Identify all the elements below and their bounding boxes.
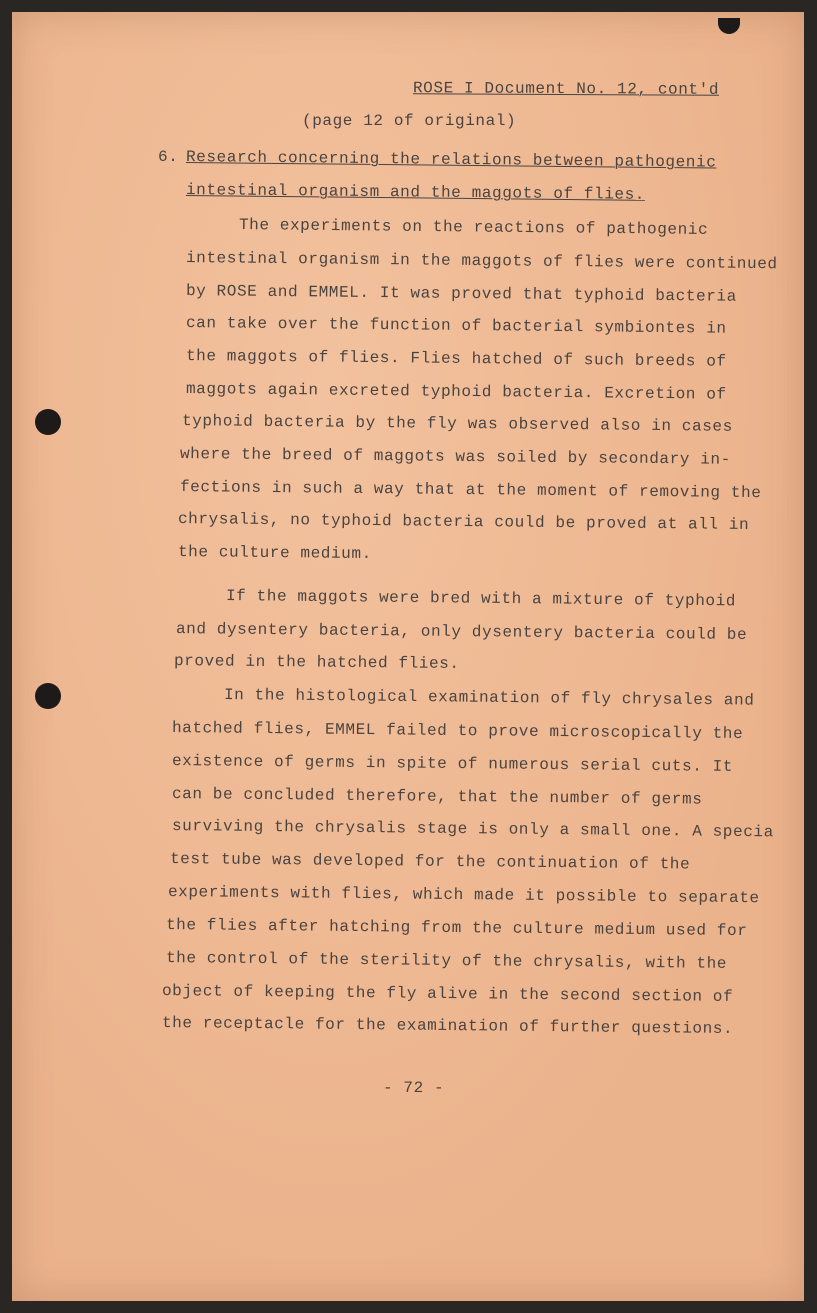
document-reference: ROSE I Document No. 12, cont'd — [412, 79, 720, 99]
paragraph-line: proved in the hatched flies. — [173, 652, 460, 673]
paragraph-line: the culture medium. — [177, 543, 372, 564]
section-title-line-1: Research concerning the relations between pathogenic — [185, 148, 717, 172]
section-title-line-2: intestinal organism and the maggots of flies. — [185, 181, 646, 204]
paragraph-line: existence of germs in spite of numerous serial cuts. It — [171, 752, 734, 776]
paragraph-line: intestinal organism in the maggots of flies were continued — [185, 249, 778, 274]
paragraph-line: the maggots of flies. Flies hatched of such breeds of — [185, 347, 727, 371]
page-reference: (page 12 of original) — [302, 112, 517, 130]
paragraph-line: experiments with flies, which made it possible to separate — [167, 883, 760, 908]
paragraph-line: can be concluded therefore, that the number of germs — [171, 785, 703, 809]
paragraph-line: where the breed of maggots was soiled by secondary in- — [179, 445, 731, 469]
section-number: 6. — [158, 148, 179, 166]
paragraph-line: hatched flies, EMMEL failed to prove microscopically the — [171, 719, 744, 743]
paragraph-line: chrysalis, no typhoid bacteria could be proved at all in — [177, 510, 750, 534]
paragraph-line: by ROSE and EMMEL. It was proved that typhoid bacteria — [185, 282, 737, 306]
paragraph-line: the flies after hatching from the culture medium used for — [165, 916, 748, 941]
paragraph-line: the receptacle for the examination of further questions. — [161, 1014, 734, 1038]
paragraph-line: If the maggots were bred with a mixture of typhoid — [225, 587, 737, 611]
paragraph-line: and dysentery bacteria, only dysentery bacteria could be — [175, 620, 748, 644]
paragraph-line: test tube was developed for the continuation of the — [169, 850, 691, 874]
paragraph-line: typhoid bacteria by the fly was observed also in cases — [181, 412, 733, 436]
page-number: - 72 - — [383, 1079, 445, 1097]
document-page — [12, 12, 804, 1301]
paragraph-line: In the histological examination of fly chrysales and — [223, 686, 755, 710]
punch-hole-upper — [35, 409, 61, 435]
paragraph-line: can take over the function of bacterial symbiontes in — [185, 314, 727, 338]
paragraph-line: fections in such a way that at the moment of removing the — [179, 478, 762, 503]
punch-hole-lower — [35, 683, 61, 709]
paragraph-line: surviving the chrysalis stage is only a small one. A specia — [171, 817, 774, 842]
torn-corner — [718, 18, 740, 34]
paragraph-line: the control of the sterility of the chrysalis, with the — [165, 949, 728, 973]
paragraph-line: The experiments on the reactions of pathogenic — [238, 216, 709, 239]
paragraph-line: object of keeping the fly alive in the second section of — [161, 982, 734, 1006]
paragraph-line: maggots again excreted typhoid bacteria. Excretion of — [185, 380, 727, 404]
